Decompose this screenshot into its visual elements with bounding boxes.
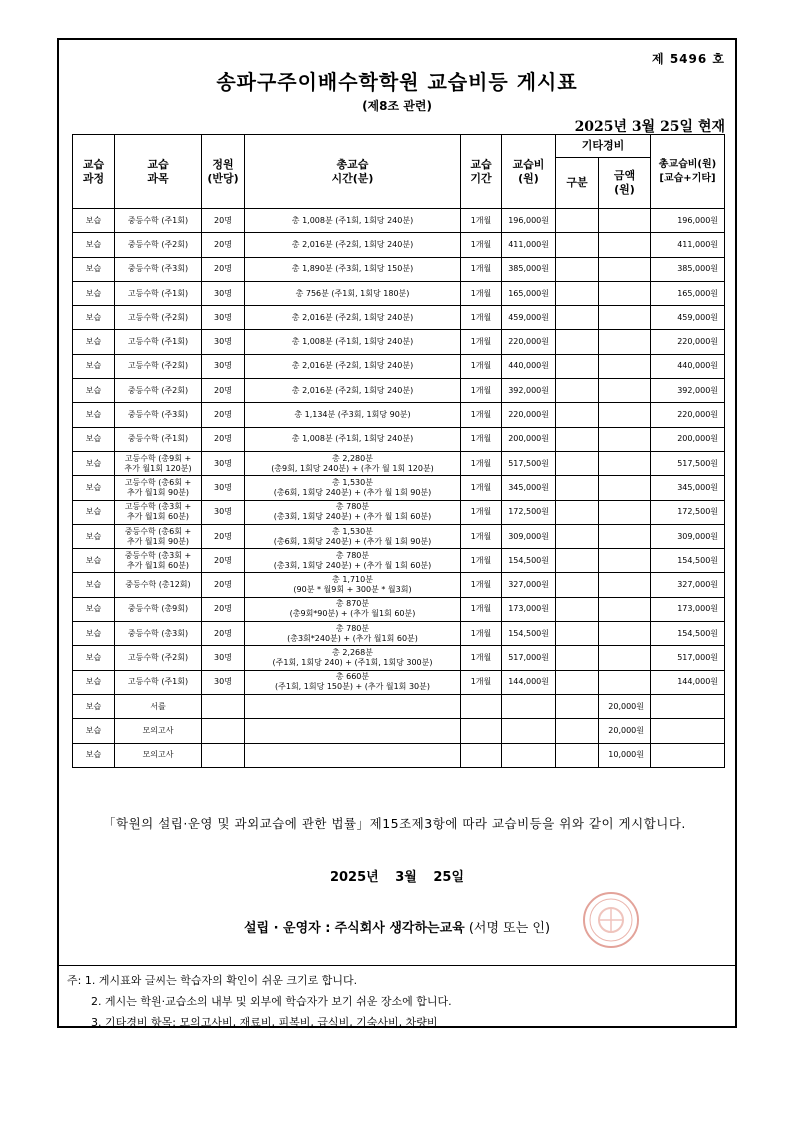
row-total-time: 총 660분 (주1회, 1회당 150분) + (추가 월1회 30분) xyxy=(245,670,461,694)
row-total-time: 총 1,008분 (주1회, 1회당 240분) xyxy=(245,427,461,451)
row-other-type xyxy=(556,646,599,670)
fee-table-body xyxy=(73,209,725,768)
row-other-type xyxy=(556,379,599,403)
row-fee: 517,500원 xyxy=(502,451,556,475)
row-subject: 고등수학 (총9회 + 추가 월1회 120분) xyxy=(115,451,202,475)
row-total-time: 총 1,008분 (주1회, 1회당 240분) xyxy=(245,330,461,354)
row-course: 보습 xyxy=(73,524,115,548)
row-total-fee: 385,000원 xyxy=(651,257,725,281)
row-subject: 서를 xyxy=(115,694,202,718)
row-total-time: 총 1,008분 (주1회, 1회당 240분) xyxy=(245,209,461,233)
table-row xyxy=(73,524,725,548)
row-other-amount xyxy=(599,451,651,475)
row-period: 1개월 xyxy=(461,209,502,233)
row-course: 보습 xyxy=(73,573,115,597)
row-period: 1개월 xyxy=(461,427,502,451)
row-course: 보습 xyxy=(73,646,115,670)
row-other-type xyxy=(556,233,599,257)
row-period: 1개월 xyxy=(461,403,502,427)
row-total-fee: 220,000원 xyxy=(651,403,725,427)
row-other-type xyxy=(556,403,599,427)
row-course: 보습 xyxy=(73,209,115,233)
row-total-time xyxy=(245,719,461,743)
footnote-3: 3. 기타경비 항목: 모의고사비, 재료비, 피복비, 급식비, 기숙사비, 차량비 xyxy=(91,1016,438,1029)
row-period: 1개월 xyxy=(461,451,502,475)
row-subject: 고등수학 (주1회) xyxy=(115,330,202,354)
row-other-type xyxy=(556,622,599,646)
row-course: 보습 xyxy=(73,379,115,403)
row-total-time xyxy=(245,743,461,767)
row-total-fee: 345,000원 xyxy=(651,476,725,500)
row-course: 보습 xyxy=(73,500,115,524)
row-period: 1개월 xyxy=(461,573,502,597)
row-fee: 309,000원 xyxy=(502,524,556,548)
row-other-amount: 10,000원 xyxy=(599,743,651,767)
row-total-time: 총 1,890분 (주3회, 1회당 150분) xyxy=(245,257,461,281)
row-subject: 중등수학 (주1회) xyxy=(115,427,202,451)
table-row xyxy=(73,622,725,646)
row-period xyxy=(461,743,502,767)
row-period: 1개월 xyxy=(461,500,502,524)
row-other-amount xyxy=(599,427,651,451)
row-course: 보습 xyxy=(73,670,115,694)
row-course: 보습 xyxy=(73,233,115,257)
row-fee: 200,000원 xyxy=(502,427,556,451)
footnotes xyxy=(59,965,735,1033)
row-total-time: 총 780분 (총3회, 1회당 240분) + (추가 월 1회 60분) xyxy=(245,549,461,573)
row-total-fee: 200,000원 xyxy=(651,427,725,451)
row-capacity: 20명 xyxy=(202,403,245,427)
row-subject: 고등수학 (주2회) xyxy=(115,306,202,330)
row-other-type xyxy=(556,451,599,475)
table-row xyxy=(73,646,725,670)
row-total-time: 총 2,016분 (주2회, 1회당 240분) xyxy=(245,306,461,330)
row-other-amount xyxy=(599,233,651,257)
row-course: 보습 xyxy=(73,427,115,451)
row-fee: 196,000원 xyxy=(502,209,556,233)
row-course: 보습 xyxy=(73,403,115,427)
row-other-type xyxy=(556,743,599,767)
table-row xyxy=(73,257,725,281)
row-subject: 고등수학 (주1회) xyxy=(115,281,202,305)
table-row xyxy=(73,451,725,475)
row-fee: 459,000원 xyxy=(502,306,556,330)
row-capacity: 20명 xyxy=(202,257,245,281)
row-capacity: 20명 xyxy=(202,622,245,646)
row-period: 1개월 xyxy=(461,379,502,403)
row-total-fee: 517,500원 xyxy=(651,451,725,475)
row-other-amount: 20,000원 xyxy=(599,719,651,743)
row-subject: 모의고사 xyxy=(115,719,202,743)
row-period xyxy=(461,719,502,743)
fee-table xyxy=(72,134,725,768)
row-fee: 411,000원 xyxy=(502,233,556,257)
row-total-time: 총 1,530분 (총6회, 1회당 240분) + (추가 월 1회 90분) xyxy=(245,524,461,548)
row-other-amount xyxy=(599,330,651,354)
signer-label: 설립 · 운영자 : xyxy=(243,921,331,936)
row-fee: 345,000원 xyxy=(502,476,556,500)
row-capacity: 30명 xyxy=(202,354,245,378)
footnote-2: 2. 게시는 학원·교습소의 내부 및 외부에 학습자가 보기 쉬운 장소에 합니다. xyxy=(91,995,452,1008)
row-total-time: 총 780분 (총3회*240분) + (추가 월1회 60분) xyxy=(245,622,461,646)
row-period: 1개월 xyxy=(461,622,502,646)
row-fee: 385,000원 xyxy=(502,257,556,281)
row-fee: 154,500원 xyxy=(502,549,556,573)
row-capacity: 20명 xyxy=(202,209,245,233)
row-period xyxy=(461,694,502,718)
row-subject: 중등수학 (총3회) xyxy=(115,622,202,646)
legal-notice: 「학원의 설립·운영 및 과외교습에 관한 법률」제15조제3항에 따라 교습비등을 위와 같이 게시합니다. xyxy=(103,816,686,831)
row-period: 1개월 xyxy=(461,670,502,694)
row-course: 보습 xyxy=(73,743,115,767)
row-total-fee: 309,000원 xyxy=(651,524,725,548)
row-fee: 144,000원 xyxy=(502,670,556,694)
row-capacity: 30명 xyxy=(202,646,245,670)
row-total-time: 총 1,710분 (90분 * 월9회 + 300분 * 월3회) xyxy=(245,573,461,597)
table-row xyxy=(73,209,725,233)
row-capacity: 20명 xyxy=(202,233,245,257)
row-total-fee: 172,500원 xyxy=(651,500,725,524)
row-subject: 중등수학 (주2회) xyxy=(115,379,202,403)
row-period: 1개월 xyxy=(461,281,502,305)
signer-suffix: (서명 또는 인) xyxy=(468,921,551,936)
header-period: 교습 기간 xyxy=(461,135,502,209)
row-other-type xyxy=(556,281,599,305)
row-course: 보습 xyxy=(73,719,115,743)
row-total-fee: 392,000원 xyxy=(651,379,725,403)
row-subject: 고등수학 (총3회 + 추가 월1회 60분) xyxy=(115,500,202,524)
row-subject: 고등수학 (주2회) xyxy=(115,354,202,378)
row-other-amount xyxy=(599,354,651,378)
row-subject: 고등수학 (주1회) xyxy=(115,670,202,694)
row-course: 보습 xyxy=(73,694,115,718)
table-row xyxy=(73,476,725,500)
row-subject: 중등수학 (주1회) xyxy=(115,209,202,233)
row-total-time: 총 756분 (주1회, 1회당 180분) xyxy=(245,281,461,305)
row-total-time: 총 2,268분 (주1회, 1회당 240) + (주1회, 1회당 300분) xyxy=(245,646,461,670)
row-subject: 중등수학 (총12회) xyxy=(115,573,202,597)
row-total-fee: 220,000원 xyxy=(651,330,725,354)
row-total-time: 총 2,016분 (주2회, 1회당 240분) xyxy=(245,379,461,403)
row-other-type xyxy=(556,209,599,233)
row-other-type xyxy=(556,549,599,573)
row-other-amount xyxy=(599,549,651,573)
header-other-expenses: 기타경비 xyxy=(556,135,651,158)
header-total-fee: 총교습비(원) [교습+기타] xyxy=(651,135,725,209)
row-course: 보습 xyxy=(73,451,115,475)
row-course: 보습 xyxy=(73,281,115,305)
row-other-type xyxy=(556,597,599,621)
row-fee: 220,000원 xyxy=(502,403,556,427)
row-course: 보습 xyxy=(73,306,115,330)
table-row xyxy=(73,427,725,451)
row-subject: 고등수학 (총6회 + 추가 월1회 90분) xyxy=(115,476,202,500)
row-total-time: 총 780분 (총3회, 1회당 240분) + (추가 월 1회 60분) xyxy=(245,500,461,524)
row-other-type xyxy=(556,524,599,548)
row-subject: 중등수학 (주2회) xyxy=(115,233,202,257)
row-total-fee: 440,000원 xyxy=(651,354,725,378)
row-total-time: 총 1,134분 (주3회, 1회당 90분) xyxy=(245,403,461,427)
document-number: 제 5496 호 xyxy=(652,52,725,66)
row-other-amount xyxy=(599,524,651,548)
table-row xyxy=(73,549,725,573)
table-row xyxy=(73,330,725,354)
row-fee: 172,500원 xyxy=(502,500,556,524)
row-capacity xyxy=(202,743,245,767)
row-capacity: 30명 xyxy=(202,306,245,330)
row-other-type xyxy=(556,694,599,718)
row-fee: 154,500원 xyxy=(502,622,556,646)
row-course: 보습 xyxy=(73,597,115,621)
row-period: 1개월 xyxy=(461,233,502,257)
row-subject: 중등수학 (총9회) xyxy=(115,597,202,621)
row-capacity: 20명 xyxy=(202,597,245,621)
row-fee xyxy=(502,743,556,767)
row-total-time: 총 2,280분 (총9회, 1회당 240분) + (추가 월 1회 120분) xyxy=(245,451,461,475)
row-other-amount xyxy=(599,257,651,281)
row-course: 보습 xyxy=(73,622,115,646)
row-total-fee: 165,000원 xyxy=(651,281,725,305)
row-subject: 중등수학 (주3회) xyxy=(115,403,202,427)
row-course: 보습 xyxy=(73,257,115,281)
row-total-fee: 327,000원 xyxy=(651,573,725,597)
table-row xyxy=(73,354,725,378)
table-row xyxy=(73,694,725,718)
table-row xyxy=(73,500,725,524)
table-row xyxy=(73,306,725,330)
page-title: 송파구주이배수학학원 교습비등 게시표 xyxy=(216,70,578,94)
row-capacity: 20명 xyxy=(202,524,245,548)
row-total-fee: 196,000원 xyxy=(651,209,725,233)
row-total-fee: 154,500원 xyxy=(651,622,725,646)
row-total-time: 총 870분 (총9회*90분) + (추가 월1회 60분) xyxy=(245,597,461,621)
row-capacity xyxy=(202,694,245,718)
table-row xyxy=(73,281,725,305)
row-other-type xyxy=(556,306,599,330)
row-capacity: 30명 xyxy=(202,670,245,694)
row-fee: 392,000원 xyxy=(502,379,556,403)
header-other-type: 구분 xyxy=(556,158,599,209)
signer-name: 주식회사 생각하는교육 xyxy=(334,921,465,936)
row-other-amount xyxy=(599,500,651,524)
row-other-type xyxy=(556,573,599,597)
table-row xyxy=(73,743,725,767)
signer-line xyxy=(59,917,735,936)
row-fee xyxy=(502,719,556,743)
page-subtitle: (제8조 관련) xyxy=(362,99,432,113)
row-other-type xyxy=(556,500,599,524)
row-capacity: 20명 xyxy=(202,573,245,597)
row-total-time xyxy=(245,694,461,718)
header-course: 교습 과정 xyxy=(73,135,115,209)
header-fee: 교습비 (원) xyxy=(502,135,556,209)
row-course: 보습 xyxy=(73,354,115,378)
row-total-time: 총 2,016분 (주2회, 1회당 240분) xyxy=(245,354,461,378)
header-total-time: 총교습 시간(분) xyxy=(245,135,461,209)
row-period: 1개월 xyxy=(461,524,502,548)
row-other-amount xyxy=(599,646,651,670)
row-fee: 220,000원 xyxy=(502,330,556,354)
table-row xyxy=(73,233,725,257)
row-total-fee: 154,500원 xyxy=(651,549,725,573)
row-period: 1개월 xyxy=(461,257,502,281)
table-row xyxy=(73,597,725,621)
row-other-amount xyxy=(599,573,651,597)
row-course: 보습 xyxy=(73,330,115,354)
row-capacity: 20명 xyxy=(202,549,245,573)
row-capacity: 20명 xyxy=(202,379,245,403)
row-capacity: 30명 xyxy=(202,476,245,500)
header-subject: 교습 과목 xyxy=(115,135,202,209)
row-total-fee xyxy=(651,743,725,767)
row-subject: 모의고사 xyxy=(115,743,202,767)
row-total-fee xyxy=(651,719,725,743)
row-course: 보습 xyxy=(73,476,115,500)
row-other-type xyxy=(556,476,599,500)
row-total-time: 총 2,016분 (주2회, 1회당 240분) xyxy=(245,233,461,257)
row-period: 1개월 xyxy=(461,354,502,378)
row-other-amount xyxy=(599,670,651,694)
row-period: 1개월 xyxy=(461,646,502,670)
row-total-fee: 173,000원 xyxy=(651,597,725,621)
row-other-type xyxy=(556,670,599,694)
row-period: 1개월 xyxy=(461,306,502,330)
table-row xyxy=(73,719,725,743)
row-total-fee: 411,000원 xyxy=(651,233,725,257)
row-other-type xyxy=(556,719,599,743)
row-total-fee xyxy=(651,694,725,718)
row-capacity: 30명 xyxy=(202,281,245,305)
row-capacity: 30명 xyxy=(202,330,245,354)
row-other-type xyxy=(556,354,599,378)
header-capacity: 정원 (반당) xyxy=(202,135,245,209)
row-period: 1개월 xyxy=(461,549,502,573)
header-other-amount: 금액 (원) xyxy=(599,158,651,209)
row-subject: 중등수학 (주3회) xyxy=(115,257,202,281)
row-capacity: 30명 xyxy=(202,451,245,475)
row-other-type xyxy=(556,330,599,354)
row-capacity xyxy=(202,719,245,743)
footnote-1: 주: 1. 게시표와 글씨는 학습자의 확인이 쉬운 크기로 합니다. xyxy=(67,974,358,987)
table-row xyxy=(73,403,725,427)
row-period: 1개월 xyxy=(461,597,502,621)
row-fee: 173,000원 xyxy=(502,597,556,621)
row-total-fee: 144,000원 xyxy=(651,670,725,694)
table-row xyxy=(73,670,725,694)
row-subject: 중등수학 (총6회 + 추가 월1회 90분) xyxy=(115,524,202,548)
row-fee xyxy=(502,694,556,718)
row-fee: 440,000원 xyxy=(502,354,556,378)
row-other-amount xyxy=(599,306,651,330)
row-other-amount xyxy=(599,622,651,646)
posting-date: 2025년 3월 25일 xyxy=(329,870,465,885)
row-other-amount xyxy=(599,209,651,233)
row-subject: 고등수학 (주2회) xyxy=(115,646,202,670)
table-row xyxy=(73,379,725,403)
notice-frame xyxy=(57,38,737,1028)
table-row xyxy=(73,573,725,597)
row-capacity: 30명 xyxy=(202,500,245,524)
row-other-amount xyxy=(599,476,651,500)
row-fee: 165,000원 xyxy=(502,281,556,305)
row-total-fee: 459,000원 xyxy=(651,306,725,330)
row-subject: 중등수학 (총3회 + 추가 월1회 60분) xyxy=(115,549,202,573)
row-other-amount xyxy=(599,403,651,427)
row-other-type xyxy=(556,427,599,451)
row-other-amount: 20,000원 xyxy=(599,694,651,718)
row-course: 보습 xyxy=(73,549,115,573)
row-period: 1개월 xyxy=(461,476,502,500)
row-fee: 517,000원 xyxy=(502,646,556,670)
row-capacity: 20명 xyxy=(202,427,245,451)
row-total-time: 총 1,530분 (총6회, 1회당 240분) + (추가 월 1회 90분) xyxy=(245,476,461,500)
as-of-date: 2025년 3월 25일 현재 xyxy=(574,119,725,135)
row-other-amount xyxy=(599,281,651,305)
row-other-type xyxy=(556,257,599,281)
row-other-amount xyxy=(599,379,651,403)
row-total-fee: 517,000원 xyxy=(651,646,725,670)
row-fee: 327,000원 xyxy=(502,573,556,597)
row-period: 1개월 xyxy=(461,330,502,354)
row-other-amount xyxy=(599,597,651,621)
